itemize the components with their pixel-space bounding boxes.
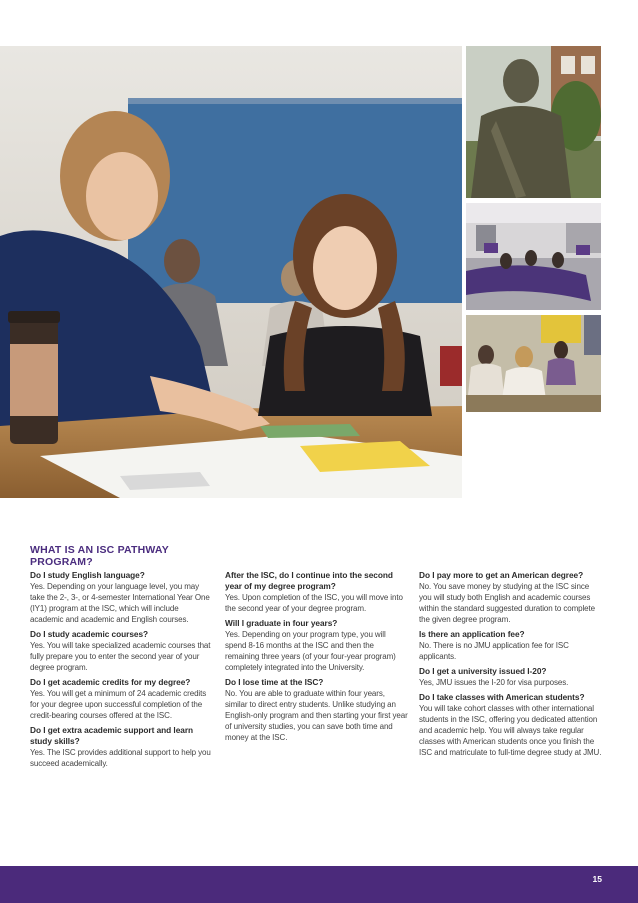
faq-item: [225, 618, 409, 673]
faq-item: [225, 677, 409, 743]
faq-item: [419, 629, 603, 662]
faq-item: [30, 629, 214, 673]
faq-item: [30, 725, 214, 769]
faq-answer: Yes. You will get a minimum of 24 academic credits for your degree upon successful completion of the credit-bearing courses offered at the ISC.: [30, 689, 207, 720]
faq-column-1: [30, 570, 214, 773]
section-heading: WHAT IS AN ISC PATHWAY PROGRAM?: [30, 544, 169, 568]
student-lounge-photo: [466, 203, 601, 310]
faq-answer: No. You are able to graduate within four years, similar to direct entry students. Unlike studying an English-only program and then starting your first year of university studies, you can save both time and money at the ISC.: [225, 689, 408, 742]
faq-item: [30, 677, 214, 721]
footer-bar: [0, 866, 638, 903]
faq-column-2: [225, 570, 409, 747]
faq-question: Do I take classes with American students?: [419, 692, 585, 702]
faq-answer: Yes. The ISC provides additional support to help you succeed academically.: [30, 748, 211, 768]
faq-answer: Yes. Depending on your program type, you will spend 8-16 months at the ISC and then the remaining three years (of your four-year program) completely integrated into the University.: [225, 630, 396, 672]
page-number: 15: [592, 874, 602, 884]
faq-question: Do I pay more to get an American degree?: [419, 570, 584, 580]
faq-answer: No. There is no JMU application fee for ISC applicants.: [419, 641, 569, 661]
faq-question: Do I get a university issued I-20?: [419, 666, 547, 676]
faq-question: Do I study academic courses?: [30, 629, 149, 639]
faq-item: [30, 570, 214, 625]
faq-answer: Yes. Depending on your language level, you may take the 2-, 3-, or 4-semester International Year One (IY1) program at the ISC, which will include academic and academic and English courses.: [30, 582, 210, 624]
faq-item: [419, 666, 603, 688]
faq-column-3: [419, 570, 603, 762]
faq-answer: Yes, JMU issues the I-20 for visa purposes.: [419, 678, 569, 687]
faq-question: Do I lose time at the ISC?: [225, 677, 324, 687]
students-studying-photo: [0, 46, 462, 498]
faq-answer: Yes. Upon completion of the ISC, you will move into the second year of your degree program.: [225, 593, 403, 613]
faq-question: Do I get extra academic support and learn study skills?: [30, 725, 194, 746]
faq-item: [225, 570, 409, 614]
statue-photo: [466, 46, 601, 198]
faq-answer: Yes. You will take specialized academic courses that fully prepare you to enter the second year of your degree program.: [30, 641, 211, 672]
faq-question: Will I graduate in four years?: [225, 618, 338, 628]
classroom-photo: [466, 315, 601, 412]
faq-item: [419, 570, 603, 625]
faq-answer: No. You save money by studying at the ISC since you will study both English and academic courses within the standard suggested duration to complete the given degree program.: [419, 582, 596, 624]
faq-answer: You will take cohort classes with other international students in the ISC, offering you dedicated attention and academic help. You will always take regular classes with American students once you finish the ISC and matriculate to full-time degree study at JMU.: [419, 704, 602, 757]
faq-question: Do I get academic credits for my degree?: [30, 677, 191, 687]
faq-item: [419, 692, 603, 758]
faq-question: Is there an application fee?: [419, 629, 525, 639]
faq-question: After the ISC, do I continue into the second year of my degree program?: [225, 570, 393, 591]
faq-question: Do I study English language?: [30, 570, 145, 580]
